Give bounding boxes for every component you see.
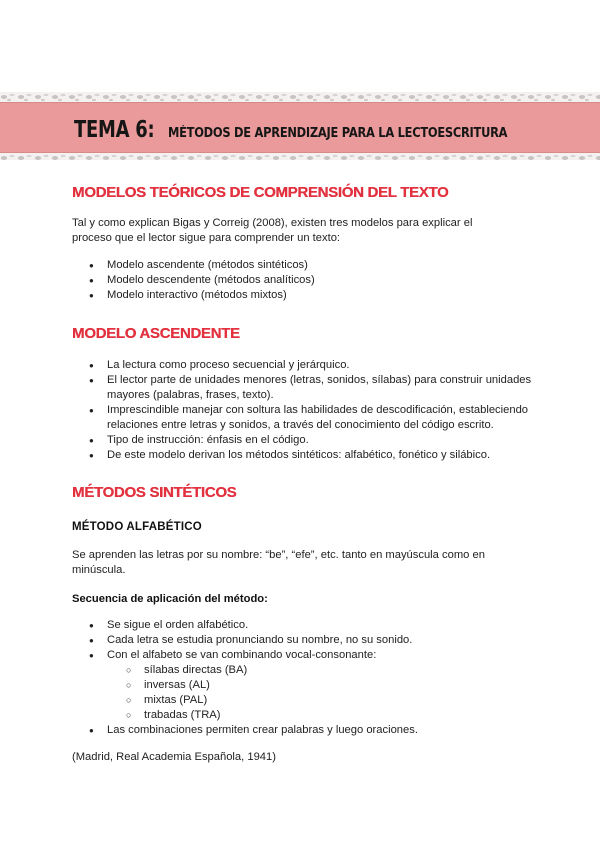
sequence-list <box>72 618 532 738</box>
title-banner <box>0 102 600 153</box>
page-title <box>74 117 554 143</box>
section-heading-metodos-sinteticos: MÉTODOS SINTÉTICOS <box>72 484 237 501</box>
sequence-title: Secuencia de aplicación del método: <box>72 593 268 605</box>
subheading-metodo-alfabetico: MÉTODO ALFABÉTICO <box>72 521 202 533</box>
list-item: ● La lectura como proceso secuencial y jerárquico. <box>72 358 532 373</box>
intro-paragraph: Tal y como explican Bigas y Correig (2008), existen tres modelos para explicar el proceso que el lector sigue para comprender un texto: <box>72 217 473 244</box>
list-item: ● Las combinaciones permiten crear palabras y luego oraciones. <box>72 723 532 738</box>
sub-list-item: ○ mixtas (PAL) <box>72 693 532 708</box>
ascendente-list <box>72 358 532 463</box>
list-item: ● El lector parte de unidades menores (letras, sonidos, sílabas) para construir unidades mayores (palabras, frases, texto). <box>72 373 532 403</box>
list-item: ● De este modelo derivan los métodos sintéticos: alfabético, fonético y silábico. <box>72 448 532 463</box>
list-item: ● Tipo de instrucción: énfasis en el código. <box>72 433 532 448</box>
decorative-pattern-top <box>0 92 600 102</box>
citation: (Madrid, Real Academia Española, 1941) <box>72 751 276 763</box>
section-heading-modelos-teoricos: MODELOS TEÓRICOS DE COMPRENSIÓN DEL TEXTO <box>72 184 449 201</box>
alfabetico-paragraph: Se aprenden las letras por su nombre: “be”, “efe”, etc. tanto en mayúscula como en minúscula. <box>72 549 485 576</box>
list-item: ● Modelo interactivo (métodos mixtos) <box>72 288 532 303</box>
list-item: ● Imprescindible manejar con soltura las habilidades de descodificación, estableciendo relaciones entre letras y sonidos, a través del conocimiento del código escrito. <box>72 403 532 433</box>
title-topic-number: TEMA 6: <box>74 117 155 143</box>
decorative-pattern-bottom <box>0 153 600 160</box>
list-item: ● Cada letra se estudia pronunciando su nombre, no su sonido. <box>72 633 532 648</box>
section-heading-modelo-ascendente: MODELO ASCENDENTE <box>72 325 240 342</box>
list-item: ● Modelo descendente (métodos analíticos) <box>72 273 532 288</box>
models-list <box>72 258 532 303</box>
list-item: ● Con el alfabeto se van combinando vocal-consonante: <box>72 648 532 663</box>
list-item: ● Se sigue el orden alfabético. <box>72 618 532 633</box>
title-topic-name: MÉTODOS DE APRENDIZAJE PARA LA LECTOESCRITURA <box>168 126 508 141</box>
sub-list-item: ○ sílabas directas (BA) <box>72 663 532 678</box>
sub-list-item: ○ inversas (AL) <box>72 678 532 693</box>
list-item: ● Modelo ascendente (métodos sintéticos) <box>72 258 532 273</box>
sub-list-item: ○ trabadas (TRA) <box>72 708 532 723</box>
